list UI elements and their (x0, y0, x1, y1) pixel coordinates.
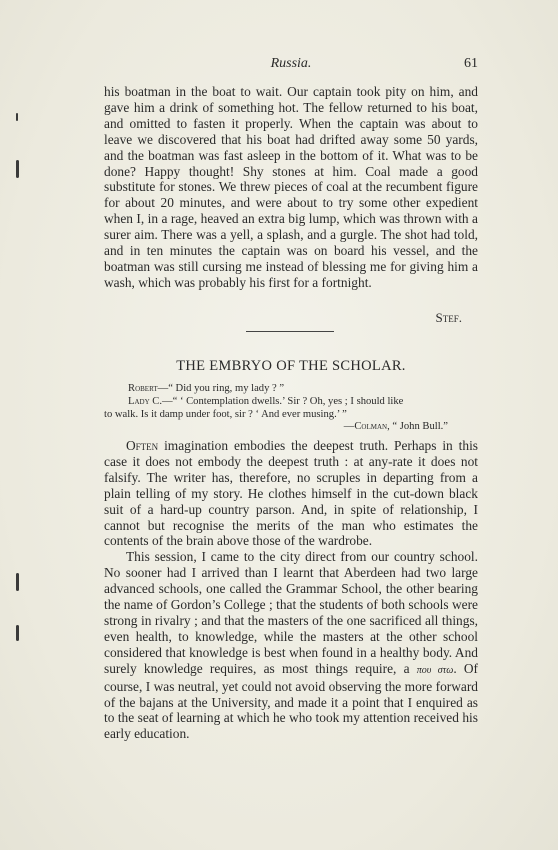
paragraph-text: imagination embodies the deepest truth. Perhaps in this case it does not embody the deepest truth : at any-rate it does not falsify. The writer has, therefore, no scruples in departing from a plain telling of my story. He clothes himself in the cut-down black suit of a hard-up country parson. And, in spite of relationship, I cannot but recognise the merits of the man who estimates the contents of the brain above those of the wardrobe. (104, 438, 478, 549)
epigraph-line (104, 409, 478, 422)
body-paragraph (104, 549, 478, 742)
epigraph-line (104, 396, 478, 409)
paragraph-text: This session, I came to the city direct from our country school. No sooner had I arrived than I learnt that Aberdeen had two large advanced schools, one called the Grammar School, the other bearing the name of Gordon’s College ; that the students of both schools were strong in rivalry ; and that the masters of the one sacrificed all things, even health, to knowledge, while the masters at the other school considered that knowledge is best when found in a healthy body. And surely knowledge requires, as most things require, a (104, 549, 478, 676)
paragraph-lead: Often (126, 438, 159, 453)
attribution-work: , “ John Bull.” (387, 421, 448, 433)
page-header (104, 56, 478, 76)
epigraph-speaker: Lady C. (128, 395, 162, 407)
epigraph-speaker: Robert (128, 383, 158, 394)
page-number: 61 (464, 56, 478, 71)
paragraph-text: . Of course, I was neutral, yet could not avoid observing the more forward of the bajans at the University, and made it a point that I enquired as to the seat of learning at which he who took my attention received his early education. (104, 660, 478, 742)
margin-mark (16, 113, 18, 121)
attribution-author: —Colman (343, 421, 388, 433)
margin-mark (16, 573, 19, 591)
previous-story-ending (104, 84, 478, 291)
section-divider (246, 331, 334, 332)
author-signature: Stef. (435, 310, 462, 325)
epigraph-attribution (104, 421, 478, 434)
chapter-body (104, 438, 478, 742)
epigraph-text: to walk. Is it damp under foot, sir ? ‘ And ever musing.’ ” (104, 408, 347, 420)
epigraph (104, 383, 478, 434)
epigraph-line (104, 383, 478, 396)
epigraph-text: —“ Did you ring, my lady ? ” (157, 383, 285, 394)
greek-phrase: που στω (416, 664, 454, 676)
epigraph-text: —“ ‘ Contemplation dwells.’ Sir ? Oh, yes ; I should like (162, 395, 404, 407)
running-title: Russia. (270, 56, 312, 71)
body-paragraph (104, 438, 478, 549)
margin-mark (16, 160, 19, 178)
margin-mark (16, 625, 19, 641)
story-paragraph: his boatman in the boat to wait. Our captain took pity on him, and gave him a drink of something hot. The fellow returned to his boat, and omitted to fasten it properly. When the captain was about to leave we discovered that his boat had drifted away some 50 yards, and the boatman was fast asleep in the bottom of it. What was to be done? Happy thought! Shy stones at him. Coal made a good substitute for stones. We threw pieces of coal at the recumbent figure for about 20 minutes, and were about to try some other expedient when I, in a rage, heaved an extra big lump, which was thrown with a surer aim. There was a yell, a splash, and a gurgle. The shot had told, and in ten minutes the captain was on board his vessel, and the boatman was still cursing me instead of blessing me for giving him a wash, which was probably his first for a fortnight. (104, 84, 478, 290)
chapter-title: THE EMBRYO OF THE SCHOLAR. (176, 358, 406, 374)
